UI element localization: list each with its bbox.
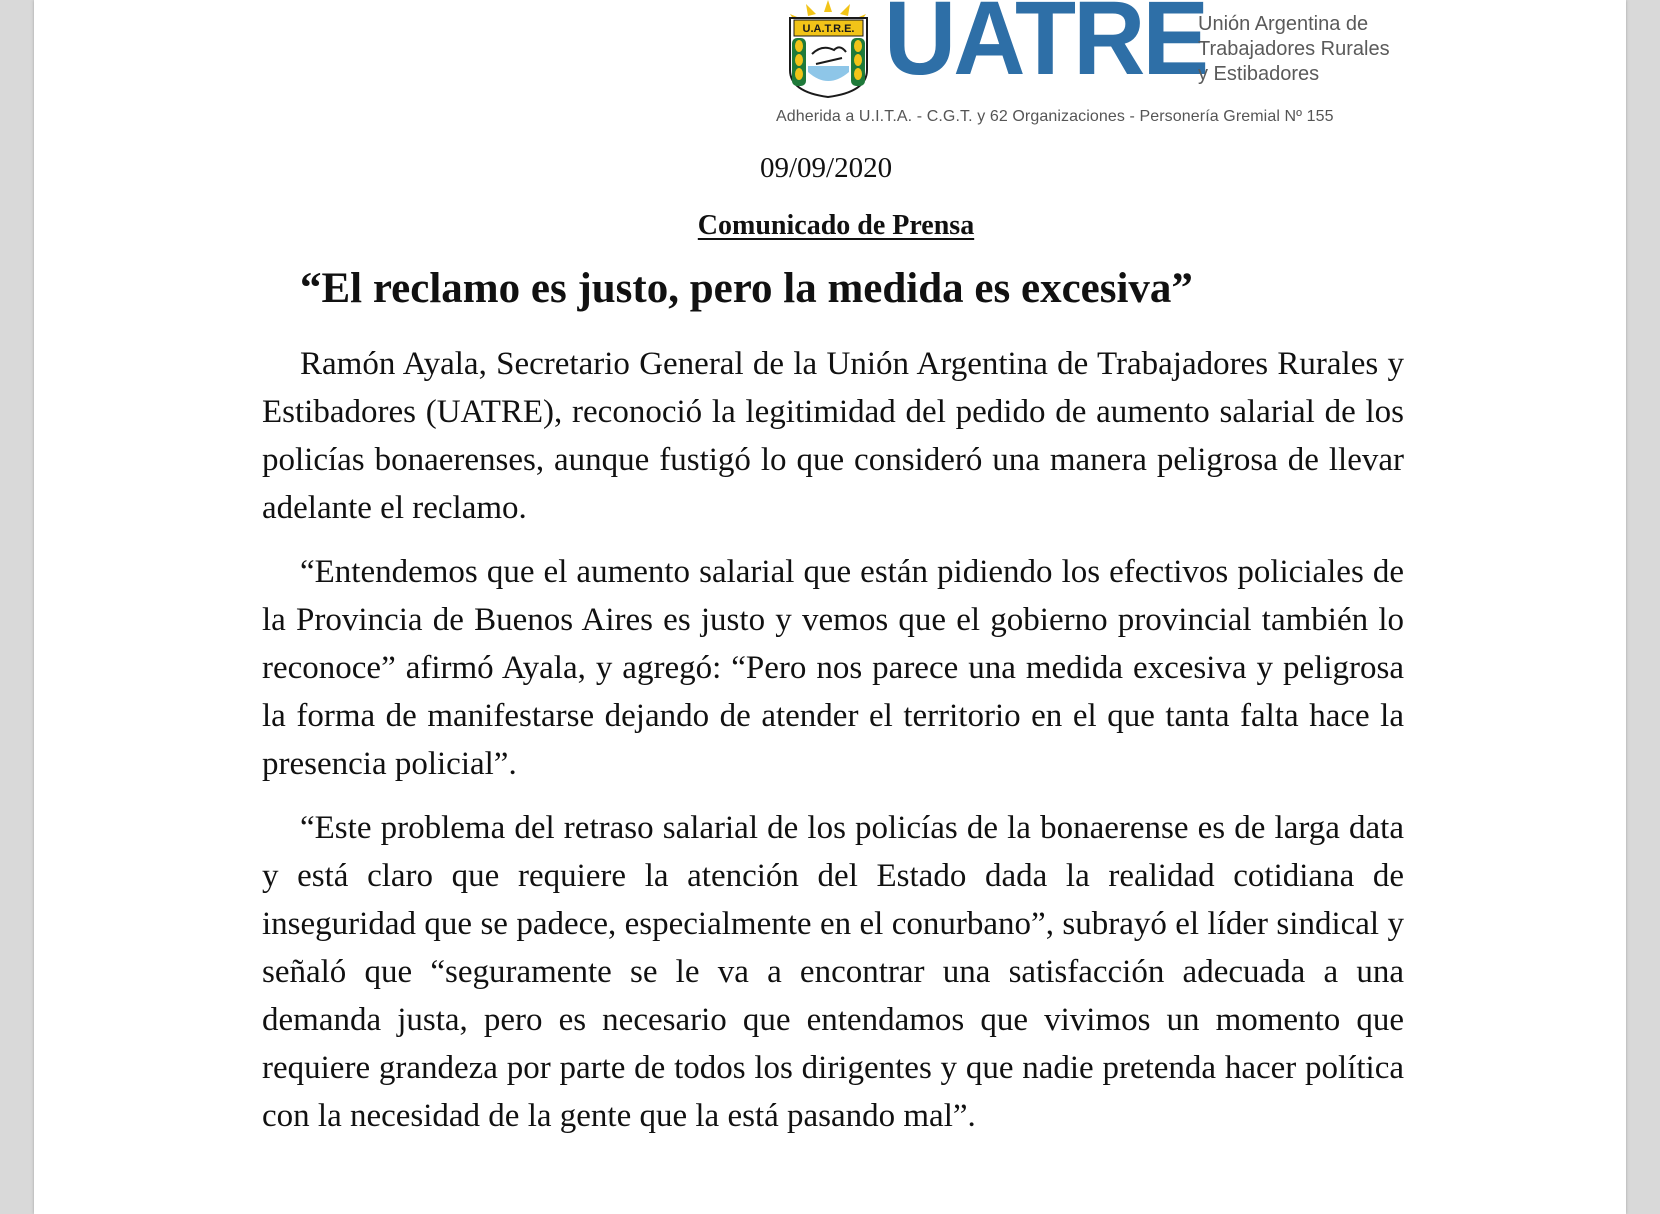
article-body [262,340,1404,1156]
body-paragraph: “Entendemos que el aumento salarial que están pidiendo los efectivos policiales de la Provincia de Buenos Aires es justo y vemos que el gobierno provincial también lo reconoce” afirmó Ayala, y agregó: “Pero nos parece una medida excesiva y peligrosa la forma de manifestarse dejando de atender el territorio en el que tanta falta hace la presencia policial”. [262,554,1404,782]
press-release-label-text: Comunicado de Prensa [697,210,975,241]
press-release-label [0,210,1660,242]
brand-name: UATRE [884,0,1207,98]
brand-full-name-line: y Estibadores [1198,63,1320,85]
letterhead [776,0,1416,135]
brand-full-name-line: Unión Argentina de [1198,13,1369,35]
crest-label: U.A.T.R.E. [802,23,855,35]
brand-full-name-line: Trabajadores Rurales [1198,38,1390,60]
uatre-crest-logo [776,0,881,98]
body-paragraph: Ramón Ayala, Secretario General de la Unión Argentina de Trabajadores Rurales y Estibadores (UATRE), reconoció la legitimidad del pedido de aumento salarial de los policías bonaerenses, aunque fustigó lo que consideró una manera peligrosa de llevar adelante el reclamo. [262,346,1404,526]
headline: “El reclamo es justo, pero la medida es excesiva” [300,265,1193,312]
document-date: 09/09/2020 [760,152,893,184]
brand-full-name [1198,12,1390,87]
body-paragraph: “Este problema del retraso salarial de los policías de la bonaerense es de larga data y está claro que requiere la atención del Estado dada la realidad cotidiana de inseguridad que se padece, especialmente en el conurbano”, subrayó el líder sindical y señaló que “seguramente se le va a encontrar una satisfacción adecuada a una demanda justa, pero es necesario que entendamos que vivimos un momento que requiere grandeza por parte de todos los dirigentes y que nadie pretenda hacer política con la necesidad de la gente que la está pasando mal”. [262,810,1404,1134]
affiliation-line: Adherida a U.I.T.A. - C.G.T. y 62 Organizaciones - Personería Gremial Nº 155 [776,108,1334,125]
